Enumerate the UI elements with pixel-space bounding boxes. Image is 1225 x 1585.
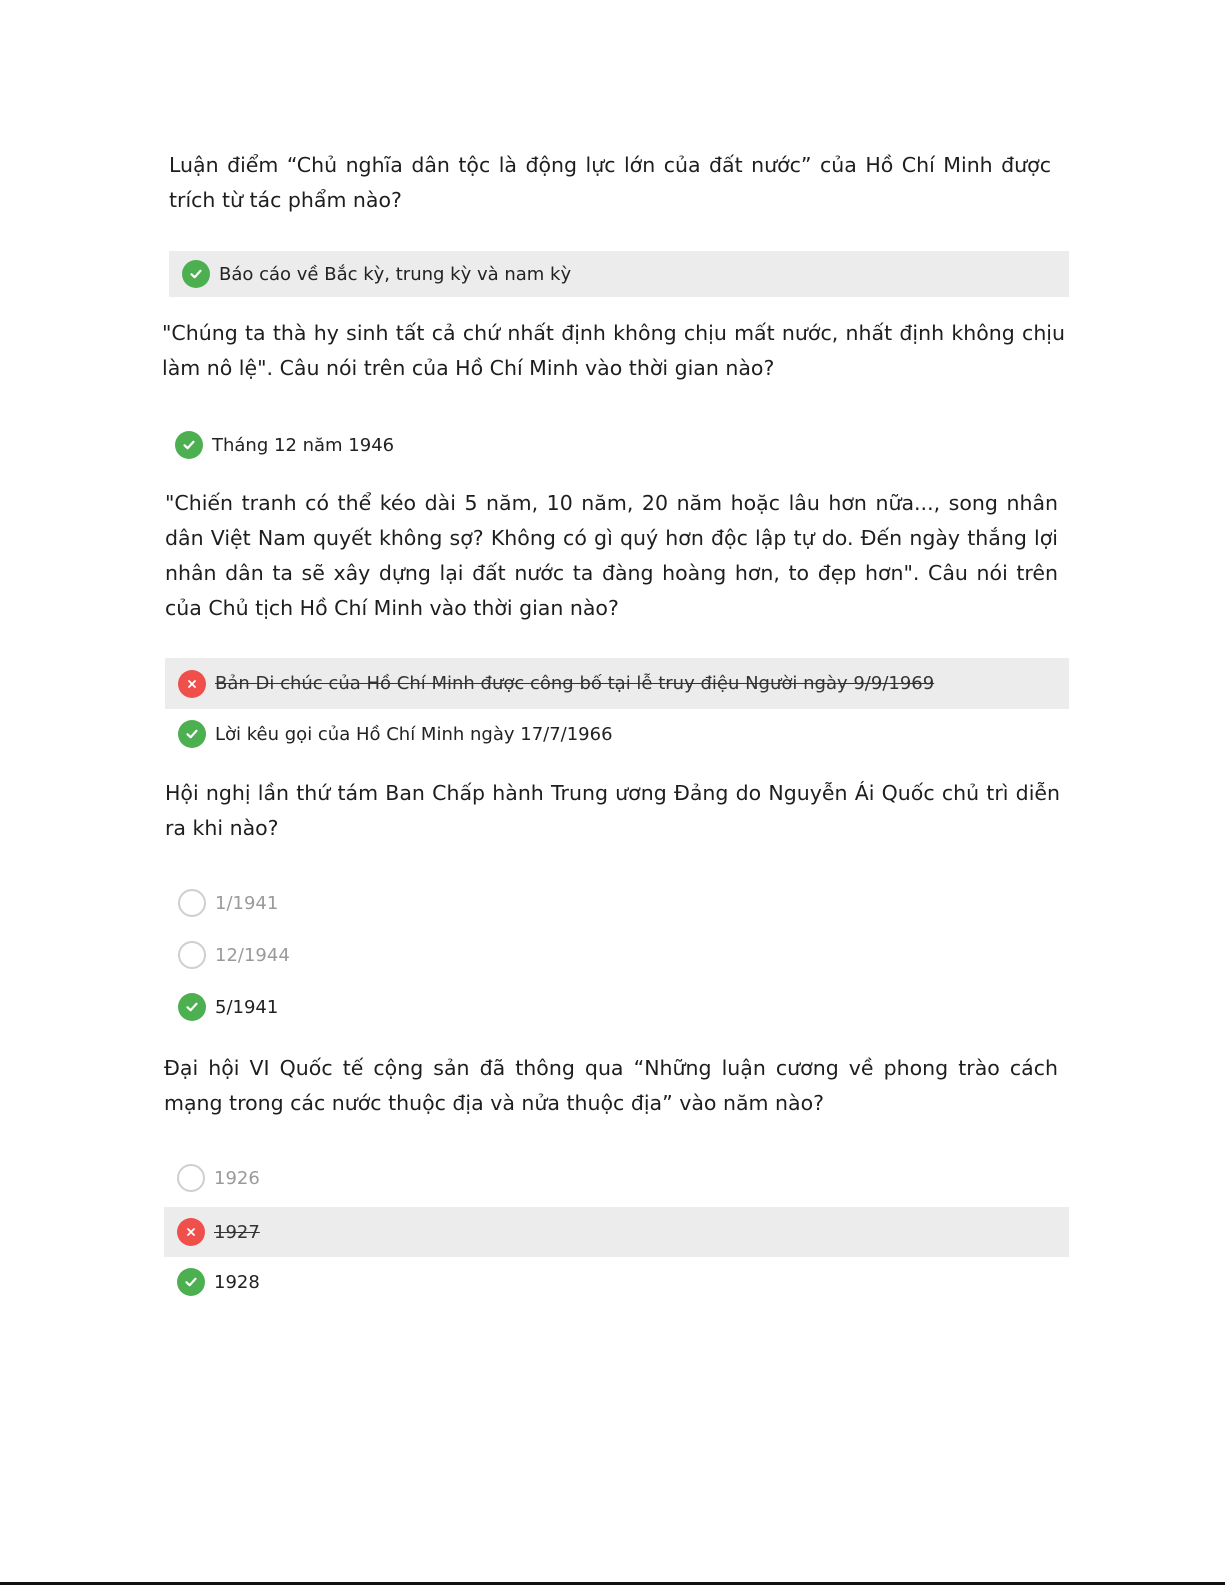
answer-label: 1926: [214, 1167, 260, 1189]
answer-label: Tháng 12 năm 1946: [212, 434, 395, 456]
check-icon: [178, 993, 206, 1021]
question-text: Hội nghị lần thứ tám Ban Chấp hành Trung ương Đảng do Nguyễn Ái Quốc chủ trì diễn ra khi nào?: [165, 781, 1060, 840]
answer-option[interactable]: [165, 932, 1069, 978]
check-icon: [178, 720, 206, 748]
cross-icon: [178, 670, 206, 698]
answer-option[interactable]: [165, 658, 1069, 709]
check-icon: [175, 431, 203, 459]
empty-radio-icon: [178, 941, 206, 969]
check-icon: [177, 1268, 205, 1296]
cross-icon: [177, 1218, 205, 1246]
answer-label: Báo cáo về Bắc kỳ, trung kỳ và nam kỳ: [219, 263, 572, 285]
answer-option[interactable]: [165, 984, 1069, 1030]
answer-option[interactable]: [164, 1207, 1069, 1257]
answer-label: 12/1944: [215, 944, 290, 966]
empty-radio-icon: [177, 1164, 205, 1192]
question-text: Luận điểm “Chủ nghĩa dân tộc là động lực lớn của đất nước” của Hồ Chí Minh được trích từ tác phẩm nào?: [169, 153, 1051, 212]
question-text: "Chúng ta thà hy sinh tất cả chứ nhất định không chịu mất nước, nhất định không chịu làm nô lệ". Câu nói trên của Hồ Chí Minh vào thời gian nào?: [162, 321, 1065, 380]
check-icon: [182, 260, 210, 288]
answer-label: Bản Di chúc của Hồ Chí Minh được công bố tại lễ truy điệu Người ngày 9/9/1969: [215, 673, 935, 694]
question-text: Đại hội VI Quốc tế cộng sản đã thông qua “Những luận cương về phong trào cách mạng trong các nước thuộc địa và nửa thuộc địa” vào năm nào?: [164, 1056, 1058, 1115]
answer-option[interactable]: [164, 1259, 1068, 1305]
answer-option[interactable]: [164, 1155, 1068, 1201]
answer-label: 5/1941: [215, 996, 279, 1018]
answer-option[interactable]: [165, 880, 1069, 926]
answer-option[interactable]: [165, 711, 1069, 757]
answer-label: Lời kêu gọi của Hồ Chí Minh ngày 17/7/1966: [215, 723, 613, 745]
empty-radio-icon: [178, 889, 206, 917]
answer-label: 1/1941: [215, 892, 279, 914]
question-text: "Chiến tranh có thể kéo dài 5 năm, 10 năm, 20 năm hoặc lâu hơn nữa..., song nhân dân Việt Nam quyết không sợ? Không có gì quý hơn độc lập tự do. Đến ngày thắng lợi nhân dân ta sẽ xây dựng lại đất nước ta đàng hoàng hơn, to đẹp hơn". Câu nói trên của Chủ tịch Hồ Chí Minh vào thời gian nào?: [165, 491, 1058, 620]
answer-label: 1928: [214, 1271, 260, 1293]
answer-option[interactable]: [162, 422, 1066, 468]
answer-option[interactable]: [169, 251, 1069, 297]
answer-label: 1927: [214, 1221, 260, 1243]
